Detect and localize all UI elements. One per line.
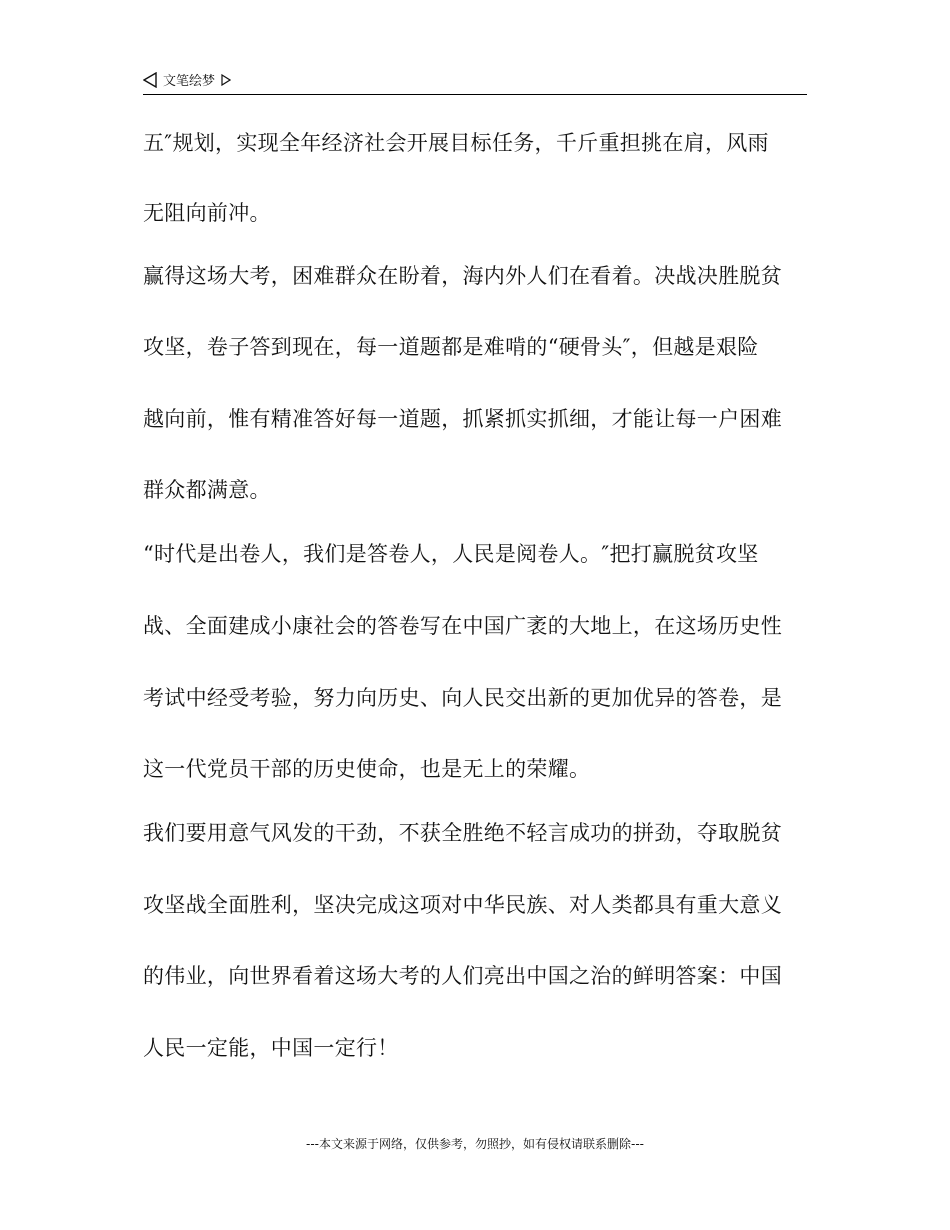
text-line: 攻坚，卷子答到现在，每一道题都是难啃的“硬骨头″，但越是艰险 <box>143 335 759 359</box>
text-line: 无阻向前冲。 <box>143 201 271 225</box>
text-line: 战、全面建成小康社会的答卷写在中国广袤的大地上，在这场历史性 <box>143 614 782 638</box>
text-line: 五″规划，实现全年经济社会开展目标任务，千斤重担挑在肩，风雨 <box>143 131 769 155</box>
triangle-right-outline-icon <box>221 74 231 86</box>
header-divider <box>143 94 807 95</box>
text-line: 人民一定能，中国一定行！ <box>143 1036 399 1060</box>
text-line: 群众都满意。 <box>143 478 271 502</box>
text-line: 越向前，惟有精准答好每一道题，抓紧抓实抓细，才能让每一户困难 <box>143 407 782 431</box>
text-line: 的伟业，向世界看着这场大考的人们亮出中国之治的鲜明答案：中国 <box>143 964 782 988</box>
text-line: 考试中经受考验，努力向历史、向人民交出新的更加优异的答卷，是 <box>143 686 782 710</box>
text-line: 赢得这场大考，困难群众在盼着，海内外人们在看着。决战决胜脱贫 <box>143 264 782 288</box>
page-header <box>143 66 807 96</box>
brand <box>143 70 231 89</box>
text-line: “时代是出卷人，我们是答卷人，人民是阅卷人。″把打赢脱贫攻坚 <box>143 542 759 566</box>
triangle-left-outline-icon <box>143 72 157 88</box>
footer-disclaimer: ---本文来源于网络，仅供参考，勿照抄，如有侵权请联系删除--- <box>306 1137 644 1151</box>
brand-name: 文笔绘梦 <box>163 74 216 89</box>
text-line: 这一代党员干部的历史使命，也是无上的荣耀。 <box>143 757 591 781</box>
text-line: 我们要用意气风发的干劲，不获全胜绝不轻言成功的拼劲，夺取脱贫 <box>143 821 782 845</box>
text-line: 攻坚战全面胜利，坚决完成这项对中华民族、对人类都具有重大意义 <box>143 893 782 917</box>
